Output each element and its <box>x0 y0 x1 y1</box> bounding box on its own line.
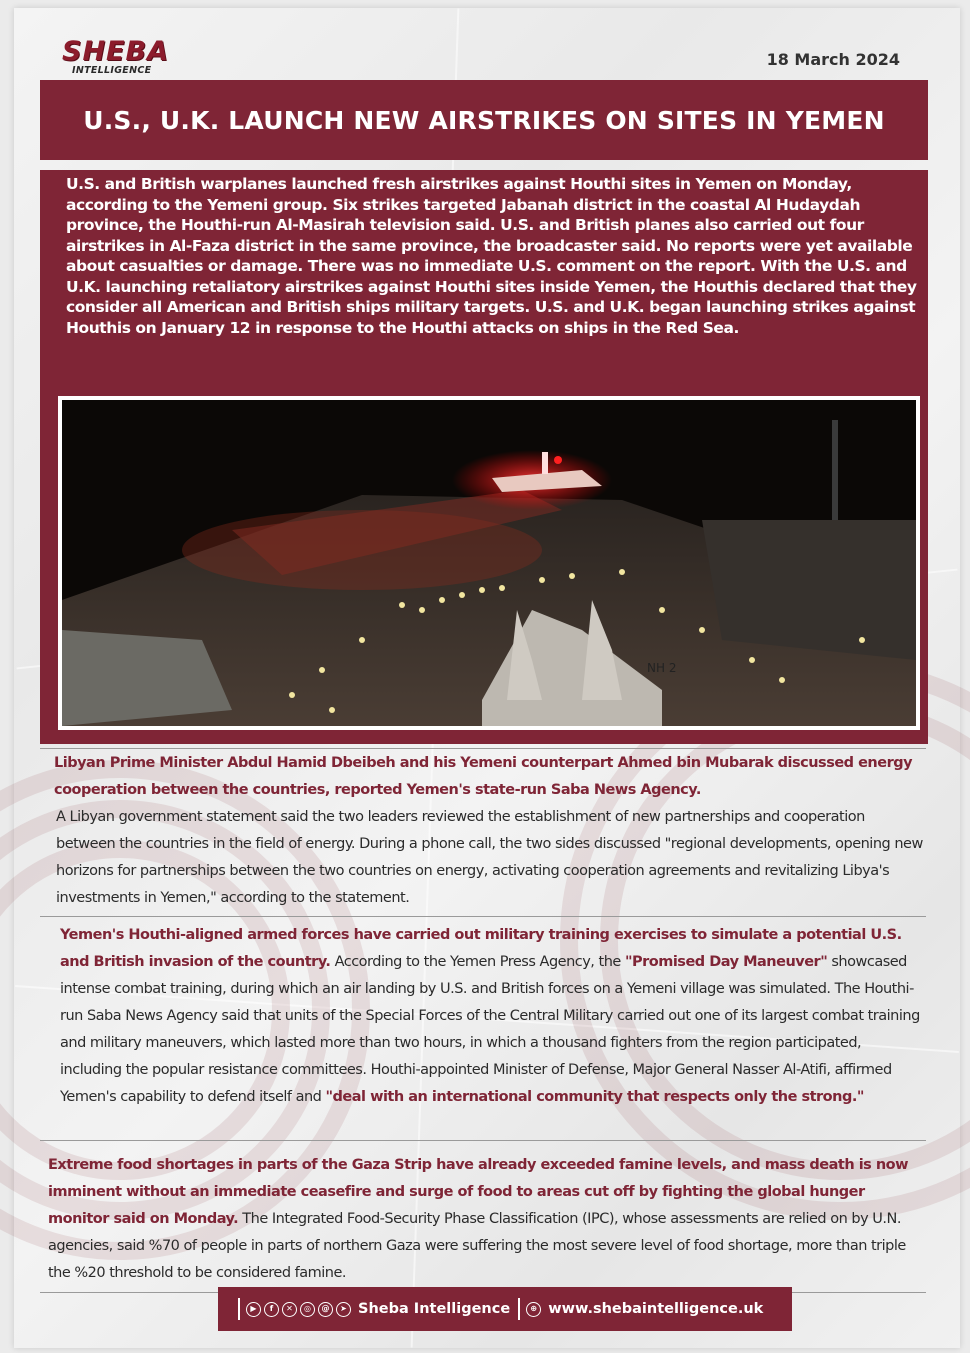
logo-subtitle: INTELLIGENCE <box>72 65 152 76</box>
section-divider <box>40 748 926 749</box>
story-libya-yemen-headline: Libyan Prime Minister Abdul Hamid Dbeibeh and his Yemeni counterpart Ahmed bin Mubarak discussed energy cooperation between the countries, reported Yemen's state-run Saba News Agency. <box>54 755 913 798</box>
sheba-logo <box>62 38 182 78</box>
story-houthi-exercises <box>40 922 926 1111</box>
telegram-icon[interactable]: ➤ <box>336 1302 351 1317</box>
section-divider <box>40 916 926 917</box>
defense-minister-quote: "deal with an international community that respects only the strong." <box>325 1089 864 1105</box>
aircraft-tail-number: NH 2 <box>647 661 677 675</box>
story-gaza-famine-paragraph <box>40 1152 926 1287</box>
globe-icon: ⊕ <box>526 1302 541 1317</box>
instagram-icon[interactable]: ◎ <box>300 1302 315 1317</box>
facebook-icon[interactable]: f <box>264 1302 279 1317</box>
title-banner <box>40 80 928 160</box>
footer-separator <box>518 1298 520 1320</box>
promised-day-quote: "Promised Day Maneuver" <box>624 954 828 970</box>
logo-wordmark: SHEBA <box>62 36 169 67</box>
footer-website-link[interactable]: www.shebaintelligence.uk <box>548 1301 764 1317</box>
story-libya-yemen-body: A Libyan government statement said the two leaders reviewed the establishment of new partnerships and cooperation between the countries in the field of energy. During a phone call, the two sides discussed "regional developments, opening new horizons for partnerships between the two countries on energy, activating cooperation agreements and revitalizing Libya's investments in Yemen," according to the statement. <box>56 809 923 906</box>
section-divider <box>792 1292 926 1293</box>
page-title: U.S., U.K. LAUNCH NEW AIRSTRIKES ON SITES IN YEMEN <box>83 105 885 135</box>
story-houthi-exercises-headline: Yemen's Houthi-aligned armed forces have carried out military training exercises to simulate a potential U.S. and British invasion of the country. <box>60 927 902 970</box>
story-gaza-famine-body: The Integrated Food-Security Phase Classification (IPC), whose assessments are relied on by U.N. agencies, said %70 of people in parts of northern Gaza were suffering the most severe level of food shortage, more than triple the %20 threshold to be considered famine. <box>48 1211 906 1281</box>
story-houthi-exercises-body-b: showcased intense combat training, during which an air landing by U.S. and British forces on a Yemeni village was simulated. The Houthi-run Saba News Agency said that units of the Special Forces of the Central Military carried out one of its largest combat training and military maneuvers, which lasted more than two hours, in which a thousand fighters from the region participated, including the popular resistance committees. Houthi-appointed Minister of Defense, Major General Nasser Al-Atifi, affirmed Yemen's capability to defend itself and <box>60 954 920 1105</box>
story-gaza-famine <box>40 1152 926 1287</box>
threads-icon[interactable]: @ <box>318 1302 333 1317</box>
story-gaza-famine-headline: Extreme food shortages in parts of the Gaza Strip have already exceeded famine levels, and mass death is now imminent without an immediate ceasefire and surge of food to areas cut off by fighting the global hunger monitor said on Monday. <box>48 1157 909 1227</box>
story-houthi-exercises-body-a: According to the Yemen Press Agency, the <box>334 954 621 970</box>
story-houthi-exercises-paragraph <box>40 922 926 1111</box>
aircraft-carrier-photo <box>58 396 920 730</box>
section-divider <box>40 1292 218 1293</box>
story-libya-yemen-paragraph <box>40 750 926 912</box>
youtube-icon[interactable]: ▶ <box>246 1302 261 1317</box>
carrier-night-launch-image <box>62 400 916 726</box>
section-divider <box>40 1140 926 1141</box>
story-libya-yemen <box>40 750 926 912</box>
issue-date: 18 March 2024 <box>766 50 900 69</box>
footer-separator <box>238 1298 240 1320</box>
x-icon[interactable]: ✕ <box>282 1302 297 1317</box>
lead-story-text: U.S. and British warplanes launched fresh airstrikes against Houthi sites in Yemen on Monday, according to the Yemeni group. Six strikes targeted Jabanah district in the coastal Al Hudaydah province, the Houthi-run Al-Masirah television said. U.S. and British planes also carried out four airstrikes in Al-Faza district in the same province, the broadcaster said. No reports were yet available about casualties or damage. There was no immediate U.S. comment on the report. With the U.S. and U.K. launching retaliatory airstrikes against Houthi sites inside Yemen, the Houthis declared that they consider all American and British ships military targets. U.S. and U.K. began launching strikes against Houthis on January 12 in response to the Houthi attacks on ships in the Red Sea. <box>66 175 917 337</box>
footer-brand: Sheba Intelligence <box>358 1301 511 1317</box>
footer-bar <box>218 1287 792 1331</box>
